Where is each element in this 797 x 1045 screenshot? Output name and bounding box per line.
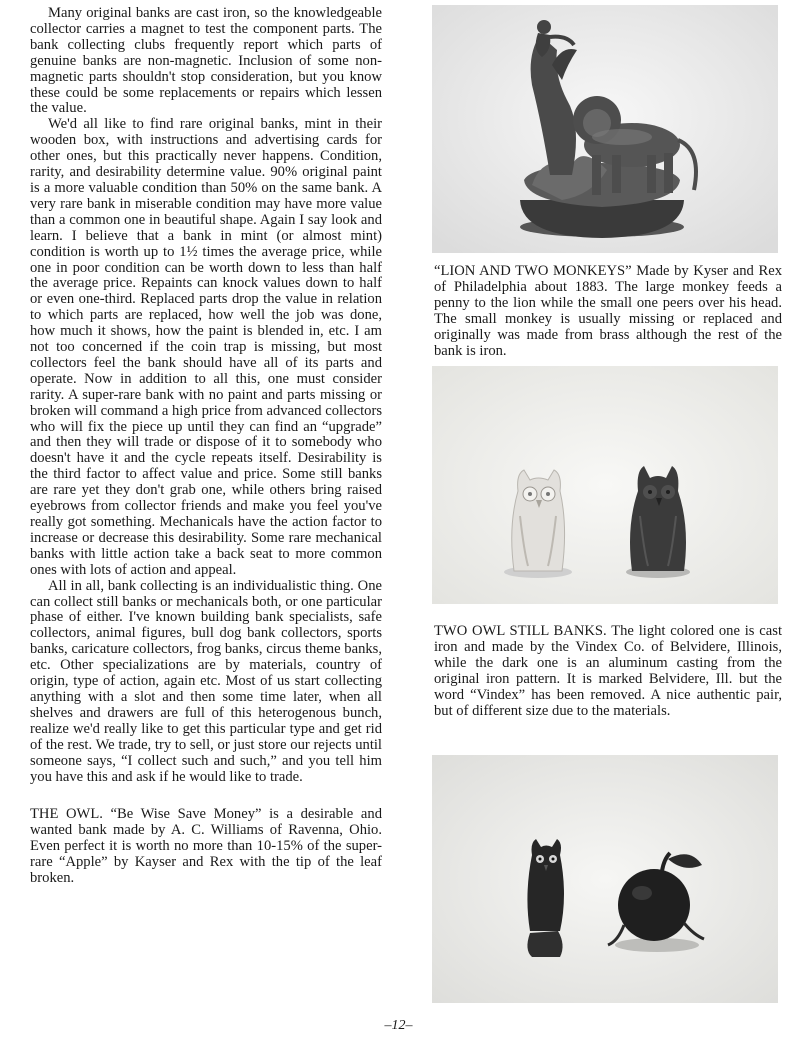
paragraph-individualistic: All in all, bank collecting is an individualistic thing. One can collect still banks or mechanicals both, or one particular phase of either. I've known building bank specialists, safe collectors, animal figures, bull dog bank collectors, sports banks, caricature collectors, frog banks, circus theme banks, etc. Other specializations are by materials, country of origin, type of action, again etc. Most of us start collecting anything with a slot and then some time later, when all shelves and drawers are full of this heterogenous bunch, realize we'd really like to get this particular type and get rid of the rest. We trade, try to sell, or just store our rejects until someone says, “I collect such and such,” and you tell him you have this and ask if he would like to trade. xyxy=(30,577,382,785)
paragraph-owl: THE OWL. “Be Wise Save Money” is a desirable and wanted bank made by A. C. Williams of Ravenna, Ohio. Even perfect it is worth no more than 10-15% of the super-rare “Apple” by Kayser and Rex with the tip of the leaf broken. xyxy=(30,806,382,887)
lion-bank-illustration xyxy=(432,5,778,253)
page-number: –12– xyxy=(384,1018,413,1033)
paragraph-condition: We'd all like to find rare original banks, mint in their wooden box, with instructions and advertising cards for other ones, but this practically never happens. Condition, rarity, and desirability determine value. 90% original paint is a more valuable condition than 50% on the same bank. A very rare bank in miserable condition may have more value than a common one in beautiful shape. Again I say look and learn. I believe that a bank in mint (or almost mint) condition is worth up to 1½ times the average price, while one in poor condition can be worth down to less than half the average price. Repaints can knock values down to half or even one-third. Replaced parts drop the value in relation to which parts are replaced, how well the job was done, how much it shows, how the paint is blended in, etc. I am not too concerned if the coin trap is missing, but most collectors feel the bank should have all of its parts and operate. Now in addition to all this, one must consider rarity. A super-rare bank with no paint and parts missing or broken will command a high price from advanced collectors who will fix the piece up until they can find an “upgrade” and then they will trade or dispose of it to somebody who doesn't have it and the cycle repeats itself. Desirability is the third factor to affect value and price. Some still banks are rare yet they don't grab one, while others bring raised eyebrows from collector friends and make you feel you've really got something. Mechanicals have the action factor to increase or decrease this desirability. Some rare mechanical banks with little action take a back seat to more common ones with lots of action and appeal. xyxy=(30,116,382,578)
caption-two-owl-still-banks xyxy=(434,624,782,719)
caption-lion-and-two-monkeys xyxy=(434,264,782,359)
photo-two-owl-still-banks xyxy=(432,366,778,604)
photo-owl-and-apple-banks xyxy=(432,755,778,1003)
caption-lion-text: “LION AND TWO MONKEYS” Made by Kyser and Rex of Philadelphia about 1883. The large monkey feeds a penny to the lion while the small one peers over his head. The small monkey is usually missing or replaced and originally was made from brass although the rest of the bank is iron. xyxy=(434,263,782,359)
paragraph-magnet: Many original banks are cast iron, so the knowledgeable collector carries a magnet to test the component parts. The bank collecting clubs frequently report which parts of genuine banks are non-magnetic. Inclusion of some non-magnetic parts shouldn't stop consideration, but you know these could be some replacements or repairs which lessen the value. xyxy=(30,5,382,117)
left-text-column xyxy=(30,6,382,887)
photo-lion-and-two-monkeys xyxy=(432,5,778,253)
caption-owls-text: TWO OWL STILL BANKS. The light colored one is cast iron and made by the Vindex Co. of Belvidere, Illinois, while the dark one is an aluminum casting from the original iron pattern. It is marked Belvidere, Ill. but the word “Vindex” has been removed. A nice authentic pair, but of different size due to the materials. xyxy=(434,623,782,719)
owl-apple-illustration xyxy=(432,755,778,1003)
owl-banks-illustration xyxy=(432,366,778,604)
